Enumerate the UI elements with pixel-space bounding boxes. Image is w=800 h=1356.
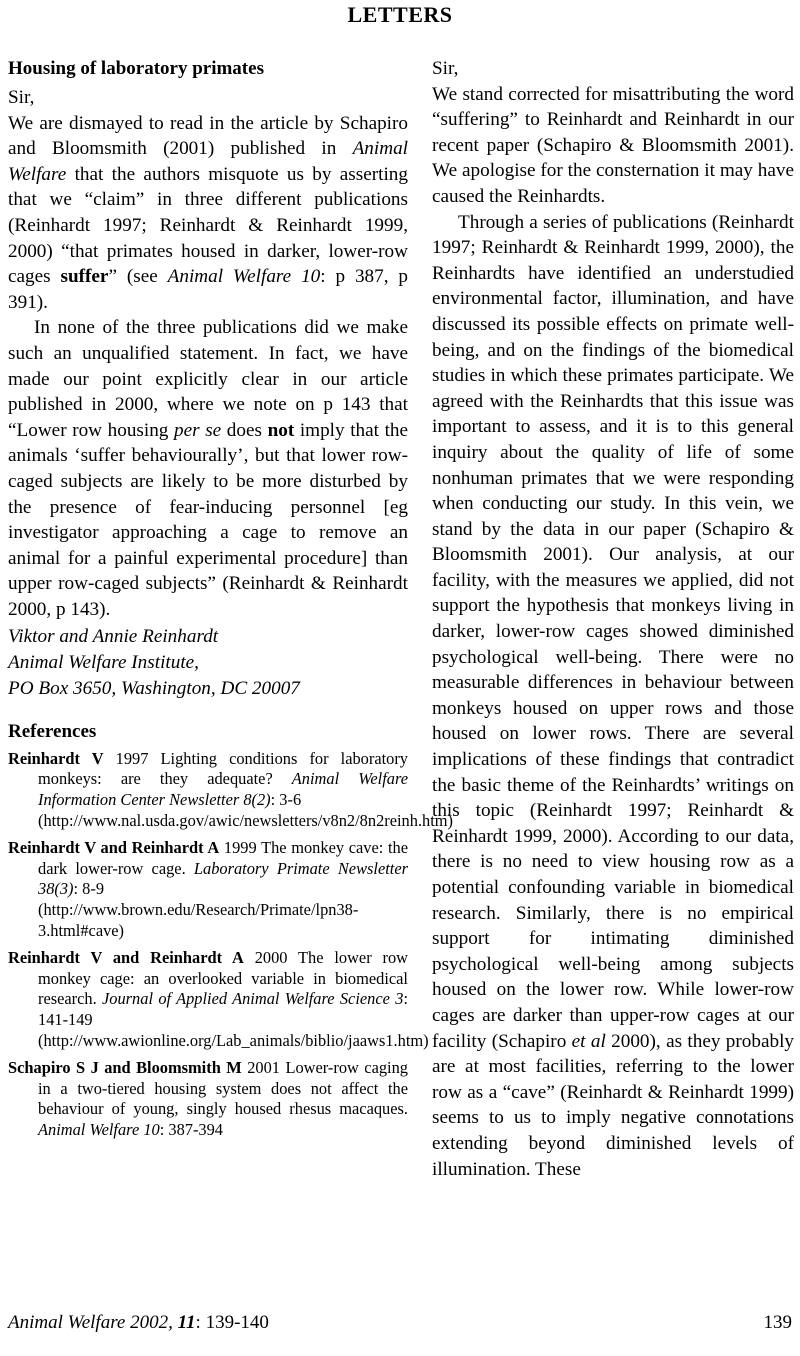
left-column [8,56,453,1148]
reference-url: (http://www.nal.usda.gov/awic/newsletters/v8n2/8n2reinh.htm) [38,810,453,830]
rp2-text-2: 2000), as they probably are at most facilities, referring to the lower row as a “cave” (Reinhardt & Reinhardt 1999) seems to us to imply negative connotations extending beyond diminished levels of illumination. These [432,1030,795,1180]
reference-url: (http://www.brown.edu/Research/Primate/lpn38-3.html#cave) [38,900,359,940]
signature-author: Viktor and Annie Reinhardt [8,626,219,648]
running-head: LETTERS [347,2,453,27]
reference-text-after: : 141-149 [38,989,408,1029]
lp1-text-3: ” (see [108,266,168,288]
lp1-text-2: that the authors misquote us by asserting that we “claim” in three different publications (Reinhardt 1997; Reinhardt & Reinhardt 1999, 2000) “that primates housed in darker, lower-row cages [8,163,408,288]
footer-journal: Animal Welfare 2002, [8,1312,178,1333]
reference-text-after: : 8-9 [73,879,105,899]
right-salutation: Sir, [432,58,459,79]
lp1-text-4: : p 387, p 391). [8,266,408,313]
reference-text-before: 1999 The monkey cave: the dark lower-row cage. [38,838,408,878]
page-number: 139 [763,1312,792,1333]
reference-source-title: Laboratory Primate Newsletter 38(3) [38,858,408,899]
lp1-text-1: We are dismayed to read in the article by Schapiro and Bloomsmith (2001) published in [8,112,408,160]
page-title: Housing of laboratory primates [8,58,264,79]
lp1-italic-1: Animal Welfare [8,138,408,185]
rp2-italic-1: et al [571,1030,606,1052]
reference-text-before: 2000 The lower row monkey cage: an overlooked variable in biomedical research. [38,948,408,1009]
reference-list [8,748,453,1141]
footer-citation [8,1312,269,1334]
lp2-text-3: imply that the animals ‘suffer behaviourally’, but that lower row-caged subjects are likely to be more disturbed by the presence of fear-inducing personnel [eg investigator approaching a cage to remove an animal for a painful experimental procedure] than upper row-caged subjects” (Reinhardt & Reinhardt 2000, p 143). [8,419,409,620]
reference-text-after: : 3-6 [270,790,302,810]
reference-authors: Reinhardt V [8,748,104,768]
signature-institute: Animal Welfare Institute, [8,652,199,674]
rp2-text-1: Through a series of publications (Reinhardt 1997; Reinhardt & Reinhardt 1999, 2000), the Reinhardts have identified an understudied environmental factor, illumination, and have discussed its possible effects on primate well-being, and on the findings of the biomedical studies in which these primates participate. We agreed with the Reinhardts that this issue was important to assess, and it is to this general inquiry about the quality of life of some nonhuman primates that we were responding when conducting our study. In this vein, we stand by the data in our paper (Schapiro & Bloomsmith 2001). Our analysis, at our facility, with the measures we applied, did not support the hypothesis that monkeys living in darker, lower-row cages showed diminished psychological well-being. There were no measurable differences in behaviour between monkeys housed on upper rows and those housed on lower rows. There are several implications of these findings that contradict the basic theme of the Reinhardts’ writings on this topic (Reinhardt 1997; Reinhardt & Reinhardt 1999, 2000). According to our data, there is no need to view housing row as a potential confounding variable in biomedical research. Similarly, there is no empirical support for intimating diminished psychological well-being among subjects housed on the lower row. While lower-row cages are darker than upper-row cages at our facility (Schapiro [432,211,794,1052]
lp2-text-1: In none of the three publications did we make such an unqualified statement. In fact, we have made our point explicitly clear in our article published in 2000, where we note on p 143 that “Lower row housing [8,317,408,441]
reference-source-title: Animal Welfare 10 [38,1119,160,1139]
reference-text-after: : 387-394 [159,1119,224,1139]
signature-address: PO Box 3650, Washington, DC 20007 [8,677,300,699]
lp1-bold-1: suffer [60,266,109,288]
reference-item [8,1058,408,1140]
footer-volume: 11 [177,1312,196,1333]
right-paragraph-1: We stand corrected for misattributing the word “suffering” to Reinhardt and Reinhardt in our recent paper (Schapiro & Bloomsmith 2001). We apologise for the consternation it may have caused the Reinhardts. [432,83,794,207]
references-heading: References [8,721,97,743]
reference-text-before: 2001 Lower-row caging in a two-tiered housing system does not affect the behaviour of young, singly housed rhesus macaques. [38,1058,408,1119]
reference-url: (http://www.awionline.org/Lab_animals/biblio/jaaws1.htm) [38,1030,429,1050]
right-column [432,56,794,1182]
footer-pages: : 139-140 [195,1312,269,1333]
signature-block [8,624,408,701]
lp1-italic-2: Animal Welfare 10 [167,266,321,288]
reference-item [8,838,408,941]
lp2-text-2: does [221,419,268,441]
lp2-italic-1: per se [174,419,222,441]
left-paragraph-2 [8,315,408,622]
reference-item [8,748,453,831]
reference-authors: Reinhardt V and Reinhardt A [8,838,220,858]
reference-item [8,948,429,1051]
left-salutation: Sir, [8,87,35,108]
reference-source-title: Animal Welfare Information Center Newsletter 8(2) [38,769,408,810]
reference-text-before: 1997 Lighting conditions for laboratory monkeys: are they adequate? [38,748,408,789]
lp2-bold-1: not [267,419,295,441]
left-paragraph-1 [8,111,408,316]
reference-authors: Reinhardt V and Reinhardt A [8,948,244,968]
reference-authors: Schapiro S J and Bloomsmith M [8,1058,242,1078]
right-paragraph-2 [432,210,794,1183]
reference-source-title: Journal of Applied Animal Welfare Science 3 [102,989,404,1009]
